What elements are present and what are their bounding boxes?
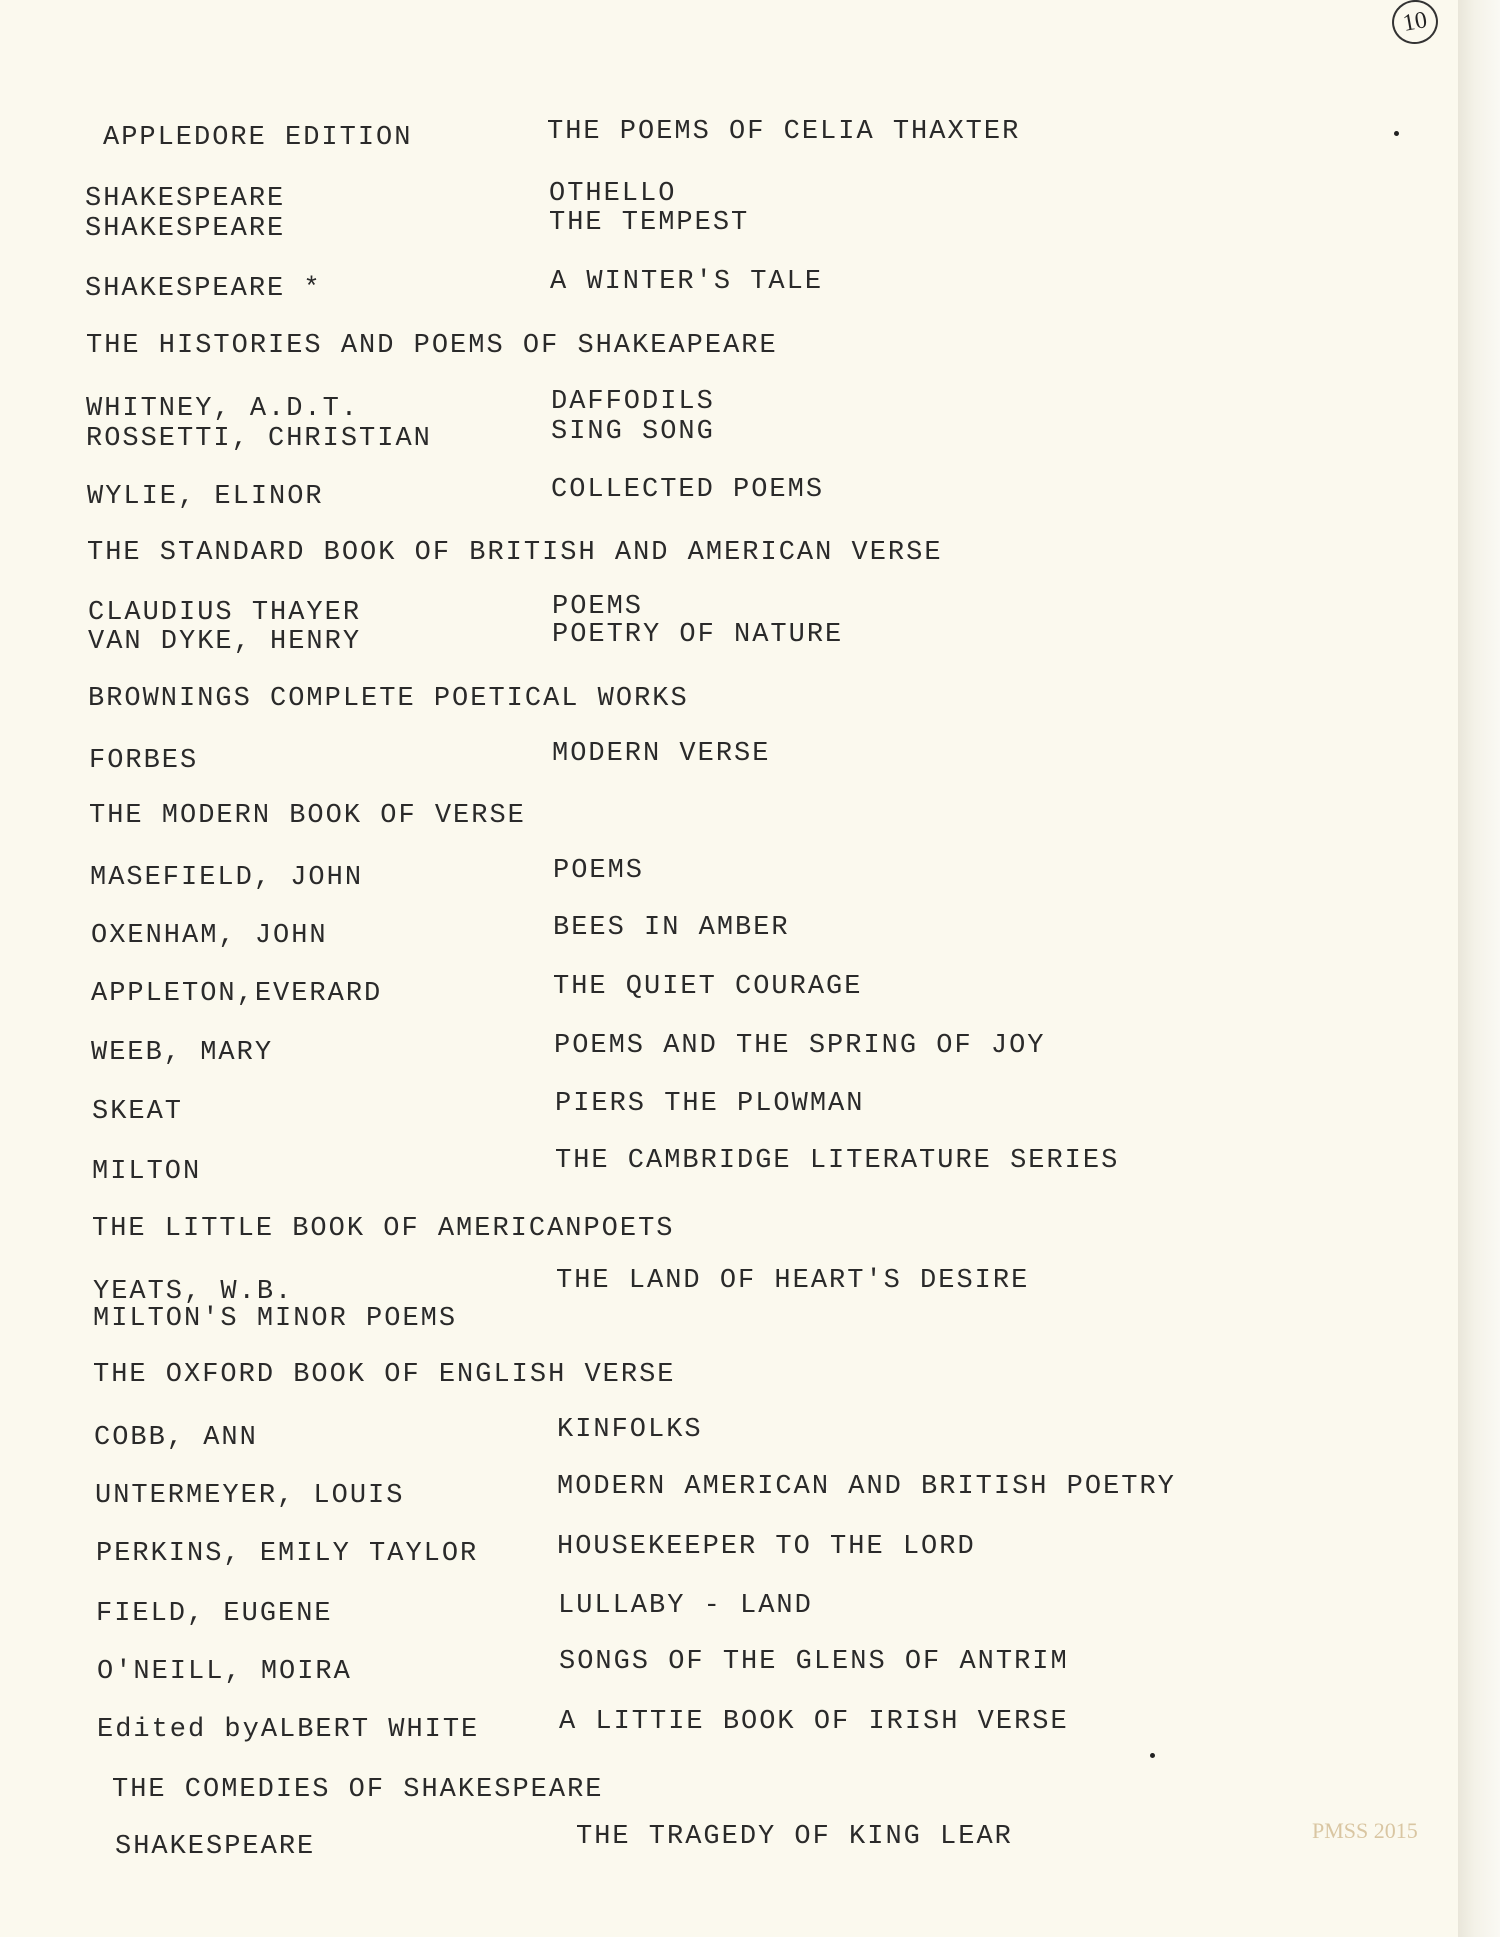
page-number: 10 [1389,0,1442,48]
entry-author: PERKINS, EMILY TAYLOR [96,1539,479,1569]
entry-title: POETRY OF NATURE [552,620,844,650]
entry-author: UNTERMEYER, LOUIS [95,1481,405,1511]
entry-author: WYLIE, ELINOR [87,482,324,512]
entry-author: SHAKESPEARE [85,184,286,214]
collection-heading: THE MODERN BOOK OF VERSE [89,801,526,831]
entry-author: MASEFIELD, JOHN [90,863,364,893]
entry-title: THE CAMBRIDGE LITERATURE SERIES [555,1146,1120,1176]
entry-title: MODERN VERSE [552,739,771,769]
entry-author: MILTON [92,1157,202,1187]
entry-author: YEATS, W.B. [93,1277,294,1307]
entry-author: WHITNEY, A.D.T. [86,394,360,424]
entry-title: DAFFODILS [551,387,715,417]
collection-heading: THE OXFORD BOOK OF ENGLISH VERSE [93,1360,676,1390]
entry-author: SHAKESPEARE * [85,274,322,304]
entry-author: OXENHAM, JOHN [91,921,328,951]
entry-title: THE TEMPEST [549,208,750,238]
entry-title: SONGS OF THE GLENS OF ANTRIM [559,1647,1069,1677]
entry-author: SKEAT [92,1097,184,1127]
entry-author: FORBES [89,746,199,776]
ink-dot [1394,131,1399,136]
entry-author: VAN DYKE, HENRY [88,627,362,657]
collection-heading: THE STANDARD BOOK OF BRITISH AND AMERICAN VERSE [87,538,943,568]
entry-author: ROSSETTI, CHRISTIAN [86,424,432,454]
entry-author: CLAUDIUS THAYER [88,598,362,628]
entry-author: FIELD, EUGENE [96,1599,333,1629]
entry-title: SING SONG [551,417,715,447]
entry-title: THE QUIET COURAGE [553,972,863,1002]
entry-author: MILTON'S MINOR POEMS [93,1304,458,1334]
entry-author: APPLEDORE EDITION [103,123,413,153]
entry-title: THE TRAGEDY OF KING LEAR [576,1822,1013,1852]
entry-author: O'NEILL, MOIRA [97,1657,352,1687]
entry-title: OTHELLO [549,179,677,209]
entry-title: LULLABY - LAND [558,1591,813,1621]
entry-title: POEMS [552,592,644,622]
entry-author: SHAKESPEARE [85,214,286,244]
entry-title: MODERN AMERICAN AND BRITISH POETRY [557,1472,1176,1502]
entry-author: APPLETON,EVERARD [91,979,383,1009]
collection-heading: THE COMEDIES OF SHAKESPEARE [112,1775,604,1805]
collection-heading: THE HISTORIES AND POEMS OF SHAKEAPEARE [86,331,778,361]
entry-author: SHAKESPEARE [115,1832,316,1862]
paper-edge [1458,0,1500,1937]
entry-title: HOUSEKEEPER TO THE LORD [557,1532,976,1562]
entry-author: Edited byALBERT WHITE [97,1715,480,1745]
entry-author: WEEB, MARY [91,1038,274,1068]
ink-dot [1150,1753,1155,1758]
collection-heading: BROWNINGS COMPLETE POETICAL WORKS [88,684,689,714]
watermark: PMSS 2015 [1312,1818,1418,1843]
entry-title: POEMS AND THE SPRING OF JOY [554,1031,1046,1061]
entry-title: BEES IN AMBER [553,913,790,943]
entry-title: COLLECTED POEMS [551,475,825,505]
entry-title: KINFOLKS [557,1415,703,1445]
entry-title: THE LAND OF HEART'S DESIRE [556,1266,1030,1296]
entry-title: A WINTER'S TALE [550,267,824,297]
entry-title: PIERS THE PLOWMAN [555,1089,865,1119]
entry-title: THE POEMS OF CELIA THAXTER [547,117,1021,147]
collection-heading: THE LITTLE BOOK OF AMERICANPOETS [92,1214,675,1244]
entry-author: COBB, ANN [94,1423,258,1453]
entry-title: POEMS [553,856,645,886]
entry-title: A LITTIE BOOK OF IRISH VERSE [559,1707,1069,1737]
